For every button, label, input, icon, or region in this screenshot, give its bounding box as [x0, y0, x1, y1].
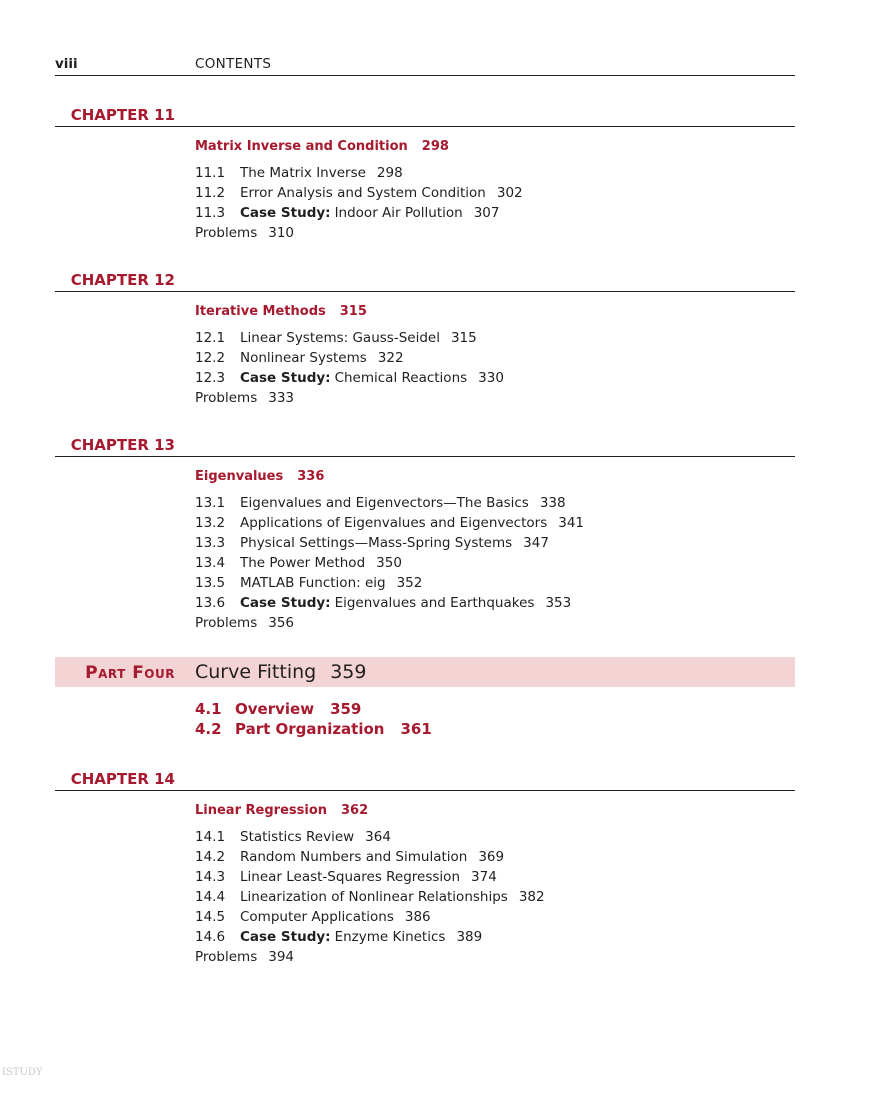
part-entries: [195, 699, 432, 739]
running-head-title: CONTENTS: [195, 56, 272, 72]
section-title: Problems: [195, 390, 258, 406]
page-number: 298: [376, 165, 403, 181]
chapter-block: [55, 271, 795, 408]
page-number: 322: [377, 350, 404, 366]
section-entry: [195, 348, 795, 368]
chapter-label: CHAPTER 14: [70, 770, 175, 788]
section-number: 11.1: [195, 165, 226, 181]
section-title: MATLAB Function: eig: [240, 575, 386, 591]
chapter-header: [55, 436, 795, 457]
page-number: 353: [545, 595, 572, 611]
section-entry: [195, 887, 795, 907]
page-number: 374: [471, 869, 497, 885]
section-number: 11.3: [195, 205, 226, 221]
section-number: 14.4: [195, 889, 226, 905]
section-entry: [195, 328, 795, 348]
section-title: Applications of Eigenvalues and Eigenvectors: [240, 515, 548, 531]
page-number: 382: [518, 889, 545, 905]
section-entry: [195, 593, 795, 613]
section-list: [195, 493, 795, 633]
page-number: 307: [473, 205, 500, 221]
section-number: 13.2: [195, 515, 226, 531]
section-title: Linear Systems: Gauss-Seidel: [240, 330, 440, 346]
section-title: Computer Applications: [240, 909, 394, 925]
section-title: Nonlinear Systems: [240, 350, 367, 366]
chapter-title: [195, 803, 795, 823]
case-study-prefix: Case Study:: [240, 205, 331, 221]
section-number: 13.4: [195, 555, 226, 571]
page-number: 341: [558, 515, 585, 531]
section-number: 13.1: [195, 495, 226, 511]
chapter-title: [195, 304, 795, 324]
section-entry: [195, 163, 795, 183]
section-title: Statistics Review: [240, 829, 355, 845]
section-title: Eigenvalues and Earthquakes: [334, 595, 535, 611]
page-number: 315: [450, 330, 477, 346]
section-title: Indoor Air Pollution: [334, 205, 463, 221]
problems-entry: [195, 223, 795, 243]
page-number: 394: [268, 949, 295, 965]
section-title: Linearization of Nonlinear Relationships: [240, 889, 508, 905]
page-number: 350: [376, 555, 402, 571]
page-number: 333: [268, 390, 295, 406]
section-number: 13.3: [195, 535, 226, 551]
section-number: 14.6: [195, 929, 226, 945]
chapter-label: CHAPTER 11: [70, 106, 175, 124]
section-list: [195, 163, 795, 243]
section-entry: [195, 493, 795, 513]
section-title: Problems: [195, 225, 258, 241]
section-title: Enzyme Kinetics: [334, 929, 446, 945]
chapter-header: [55, 770, 795, 791]
section-number: 13.6: [195, 595, 226, 611]
section-title: Linear Least-Squares Regression: [240, 869, 461, 885]
chapter-block: [55, 106, 795, 243]
chapter-label: CHAPTER 12: [70, 271, 175, 289]
chapter-title-text: Iterative Methods: [195, 304, 326, 319]
page-number: 310: [268, 225, 295, 241]
chapter-title-page: 362: [341, 803, 369, 818]
part-label: Part Four: [85, 663, 175, 683]
part-entry: 4.1 Overview 359: [195, 700, 362, 718]
section-number: 14.5: [195, 909, 226, 925]
page-number: 386: [404, 909, 431, 925]
page-number: 330: [478, 370, 504, 386]
page-number: 356: [268, 615, 295, 631]
section-entry: [195, 183, 795, 203]
section-entry: [195, 847, 795, 867]
section-title: The Matrix Inverse: [240, 165, 366, 181]
section-entry: [195, 203, 795, 223]
section-title: Random Numbers and Simulation: [240, 849, 468, 865]
case-study-prefix: Case Study:: [240, 595, 331, 611]
part-title: Curve Fitting 359: [195, 661, 367, 683]
watermark: ISTUDY: [2, 1067, 43, 1078]
section-list: [195, 328, 795, 408]
section-entry: [195, 533, 795, 553]
section-entry: [195, 513, 795, 533]
chapter-title: [195, 139, 795, 159]
page-number: 338: [539, 495, 566, 511]
chapter-header: [55, 106, 795, 127]
page-number: 352: [396, 575, 423, 591]
section-title: Chemical Reactions: [334, 370, 468, 386]
section-entry: [195, 827, 795, 847]
section-entry: [195, 907, 795, 927]
section-number: 12.1: [195, 330, 226, 346]
chapter-label: CHAPTER 13: [70, 436, 175, 454]
part-entry: 4.2 Part Organization 361: [195, 720, 432, 738]
section-entry: [195, 867, 795, 887]
problems-entry: [195, 388, 795, 408]
problems-entry: [195, 613, 795, 633]
page-number: 347: [523, 535, 549, 551]
chapter-title-page: 298: [421, 139, 449, 154]
section-list: [195, 827, 795, 967]
section-title: Problems: [195, 615, 258, 631]
section-number: 12.3: [195, 370, 226, 386]
section-number: 14.1: [195, 829, 226, 845]
section-number: 14.2: [195, 849, 226, 865]
section-number: 11.2: [195, 185, 226, 201]
chapter-title-page: 336: [297, 469, 325, 484]
part-header: [55, 657, 795, 687]
section-number: 12.2: [195, 350, 226, 366]
chapter-title-text: Eigenvalues: [195, 469, 284, 484]
running-head: [55, 55, 795, 76]
section-title: Eigenvalues and Eigenvectors—The Basics: [240, 495, 529, 511]
section-title: Problems: [195, 949, 258, 965]
section-entry: [195, 573, 795, 593]
section-title: Physical Settings—Mass-Spring Systems: [240, 535, 513, 551]
page-number: 302: [496, 185, 523, 201]
section-number: 13.5: [195, 575, 226, 591]
chapter-title-text: Linear Regression: [195, 803, 327, 818]
case-study-prefix: Case Study:: [240, 370, 331, 386]
chapter-title: [195, 469, 795, 489]
chapter-block: [55, 436, 795, 633]
section-title: Error Analysis and System Condition: [240, 185, 486, 201]
page-number: 369: [478, 849, 505, 865]
chapter-title-text: Matrix Inverse and Condition: [195, 139, 408, 154]
page-number: 364: [365, 829, 391, 845]
case-study-prefix: Case Study:: [240, 929, 331, 945]
chapter-title-page: 315: [339, 304, 367, 319]
chapter-header: [55, 271, 795, 292]
section-title: The Power Method: [240, 555, 366, 571]
section-entry: [195, 927, 795, 947]
page-number: viii: [55, 56, 78, 72]
problems-entry: [195, 947, 795, 967]
section-entry: [195, 553, 795, 573]
section-entry: [195, 368, 795, 388]
section-number: 14.3: [195, 869, 226, 885]
chapter-block: [55, 770, 795, 967]
page-number: 389: [456, 929, 483, 945]
